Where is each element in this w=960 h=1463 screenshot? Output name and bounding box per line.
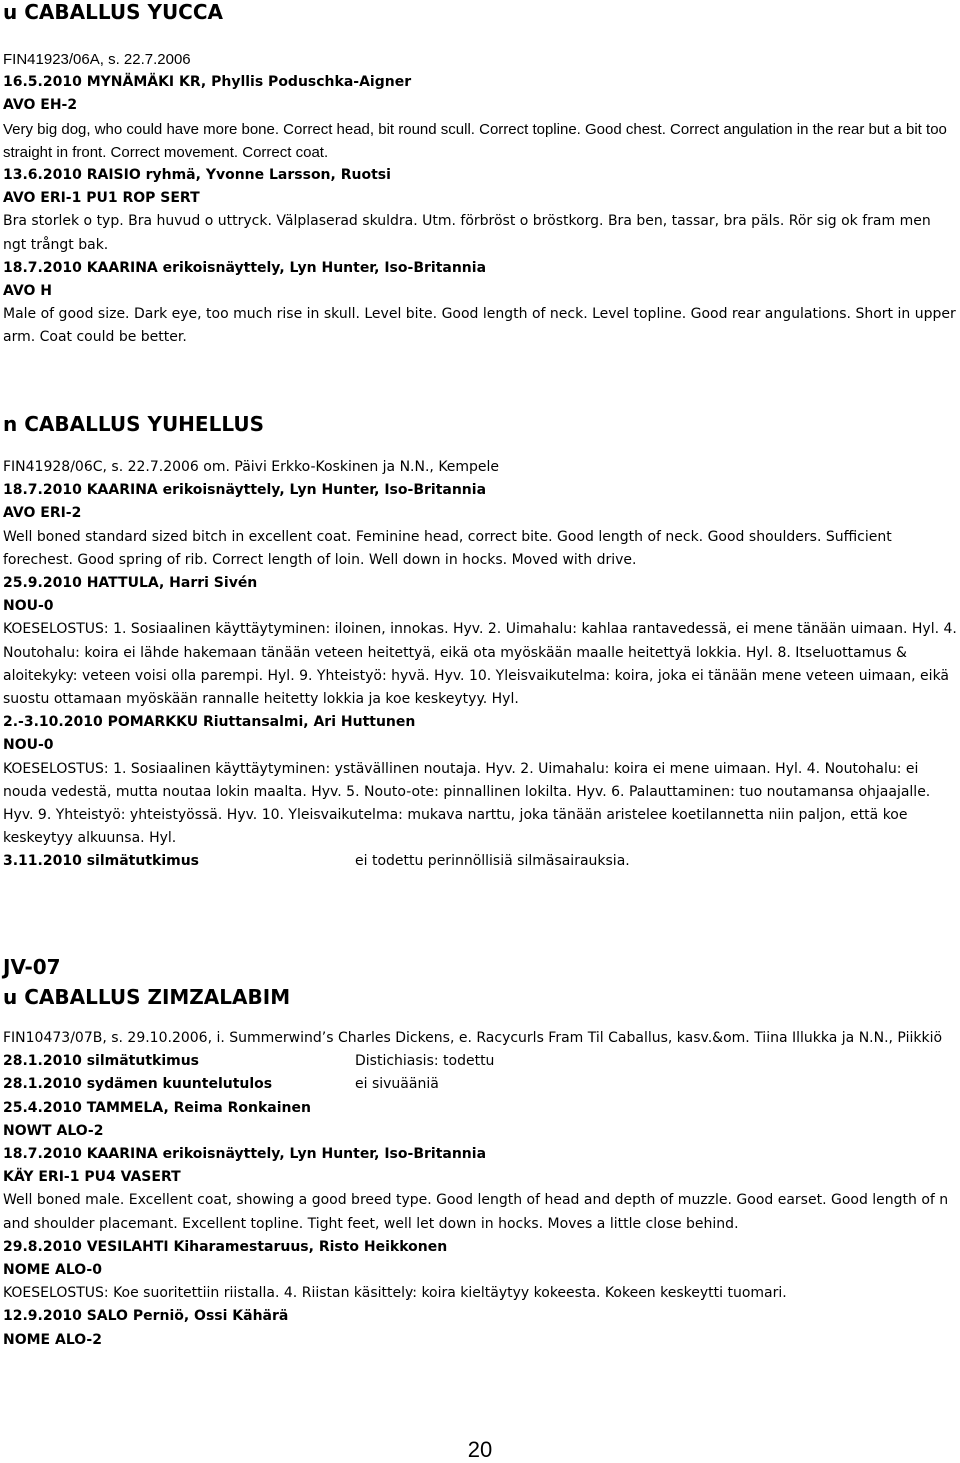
health-label: 28.1.2010 sydämen kuuntelutulos xyxy=(3,1076,273,1093)
dog-title: u CABALLUS YUCCA xyxy=(3,0,224,24)
show-critique: KOESELOSTUS: Koe suoritettiin riistalla. 4. Riistan käsittely: koira kieltäytyy kokeesta. Kokeen keskeytti tuomari. xyxy=(3,1285,787,1302)
registration-info: FIN41928/06C, s. 22.7.2006 om. Päivi Erkko-Koskinen ja N.N., Kempele xyxy=(3,459,500,475)
health-value: Distichiasis: todettu xyxy=(355,1053,495,1070)
dog-class: JV-07 xyxy=(3,955,61,979)
show-event: 18.7.2010 KAARINA erikoisnäyttely, Lyn Hunter, Iso-Britannia xyxy=(3,1146,487,1163)
registration-info: FIN41923/06A, s. 22.7.2006 xyxy=(3,51,191,68)
show-event: 18.7.2010 KAARINA erikoisnäyttely, Lyn Hunter, Iso-Britannia xyxy=(3,259,487,276)
dog-title: u CABALLUS ZIMZALABIM xyxy=(3,985,291,1009)
show-event: 18.7.2010 KAARINA erikoisnäyttely, Lyn Hunter, Iso-Britannia xyxy=(3,482,487,499)
health-label: 28.1.2010 silmätutkimus xyxy=(3,1053,200,1070)
health-row xyxy=(3,1050,957,1073)
show-event: 13.6.2010 RAISIO ryhmä, Yvonne Larsson, Ruotsi xyxy=(3,167,391,184)
show-result: NOME ALO-2 xyxy=(3,1331,102,1348)
show-result: AVO EH-2 xyxy=(3,97,78,114)
registration-info: FIN10473/07B, s. 29.10.2006, i. Summerwind’s Charles Dickens, e. Racycurls Fram Til Caballus, kasv.&om. Tiina Illukka ja N.N., Piikkiö xyxy=(3,1030,943,1046)
dog-entry xyxy=(3,412,957,874)
show-event: 12.9.2010 SALO Perniö, Ossi Kähärä xyxy=(3,1308,289,1325)
show-result: NOWT ALO-2 xyxy=(3,1122,104,1139)
show-result: AVO ERI-2 xyxy=(3,505,82,522)
show-critique: Well boned male. Excellent coat, showing a good breed type. Good length of head and depth of muzzle. Good earset. Good length of n and shoulder placemant. Excellent topline. Tight feet, well let down in hocks. Moves a little close behind. xyxy=(3,1192,949,1232)
dog-entry xyxy=(3,955,957,1352)
show-event: 29.8.2010 VESILAHTI Kiharamestaruus, Risto Heikkonen xyxy=(3,1238,448,1255)
show-result: AVO H xyxy=(3,283,52,300)
page-number: 20 xyxy=(467,1437,493,1462)
health-row xyxy=(3,1073,957,1096)
show-event: 16.5.2010 MYNÄMÄKI KR, Phyllis Poduschka-Aigner xyxy=(3,74,412,91)
health-row xyxy=(3,850,957,873)
show-critique: Bra storlek o typ. Bra huvud o uttryck. Välplaserad skuldra. Utm. förbröst o bröstkorg. Bra ben, tassar, bra päls. Rör sig ok fram men ngt trångt bak. xyxy=(3,213,931,253)
show-event: 2.-3.10.2010 POMARKKU Riuttansalmi, Ari Huttunen xyxy=(3,714,416,731)
show-result: AVO ERI-1 PU1 ROP SERT xyxy=(3,190,200,207)
show-result: NOU-0 xyxy=(3,737,54,754)
health-label: 3.11.2010 silmätutkimus xyxy=(3,853,200,870)
show-critique: KOESELOSTUS: 1. Sosiaalinen käyttäytyminen: ystävällinen noutaja. Hyv. 2. Uimahalu: koira ei mene uimaan. Hyl. 4. Noutohalu: ei nouda vedestä, mutta noutaa lokin maalta. Hyv. 5. Nouto-ote: pinnallinen lokilta. Hyv. 6. Palauttaminen: tuo noutamansa ohjaajalle. Hyv. 9. Yhteistyö: yhteistyössä. Hyv. 10. Yleisvaikutelma: mukava narttu, joka tänään aristelee koetilannetta niin paljon, että koe keskeytyy alkuunsa. Hyl. xyxy=(3,760,931,847)
show-result: KÄY ERI-1 PU4 VASERT xyxy=(3,1169,181,1186)
health-value: ei sivuääniä xyxy=(355,1076,439,1093)
show-critique: Well boned standard sized bitch in excellent coat. Feminine head, correct bite. Good length of neck. Good shoulders. Sufficient forechest. Good spring of rib. Correct length of loin. Well down in hocks. Moved with drive. xyxy=(3,528,892,568)
show-critique: Very big dog, who could have more bone. Correct head, bit round scull. Correct topline. Good chest. Correct angulation in the rear but a bit too straight in front. Correct movement. Correct coat. xyxy=(3,120,947,161)
show-result: NOU-0 xyxy=(3,598,54,615)
show-event: 25.4.2010 TAMMELA, Reima Ronkainen xyxy=(3,1099,311,1116)
dog-title: n CABALLUS YUHELLUS xyxy=(3,412,265,436)
show-critique: Male of good size. Dark eye, too much rise in skull. Level bite. Good length of neck. Level topline. Good rear angulations. Short in upper arm. Coat could be better. xyxy=(3,306,956,346)
health-value: ei todettu perinnöllisiä silmäsairauksia. xyxy=(355,853,630,870)
show-critique: KOESELOSTUS: 1. Sosiaalinen käyttäytyminen: iloinen, innokas. Hyv. 2. Uimahalu: kahlaa rantavedessä, ei mene tänään uimaan. Hyl. 4. Noutohalu: koira ei lähde hakemaan tänään veteen heitettyä, eikä ota myöskään maalle heitettyä lokkia. Hyl. 8. Itseluottamus & aloitekyky: veteen voisi olla parempi. Hyl. 9. Yhteistyö: hyvä. Hyv. 10. Yleisvaikutelma: koira, joka ei tänään mene veteen uimaan, eikä suostu ottamaan myöskään rannalle heitetty lokkia ja koe keskeytyy. Hyl. xyxy=(3,621,957,708)
show-result: NOME ALO-0 xyxy=(3,1262,102,1279)
show-event: 25.9.2010 HATTULA, Harri Sivén xyxy=(3,575,258,592)
dog-entry xyxy=(3,0,957,350)
